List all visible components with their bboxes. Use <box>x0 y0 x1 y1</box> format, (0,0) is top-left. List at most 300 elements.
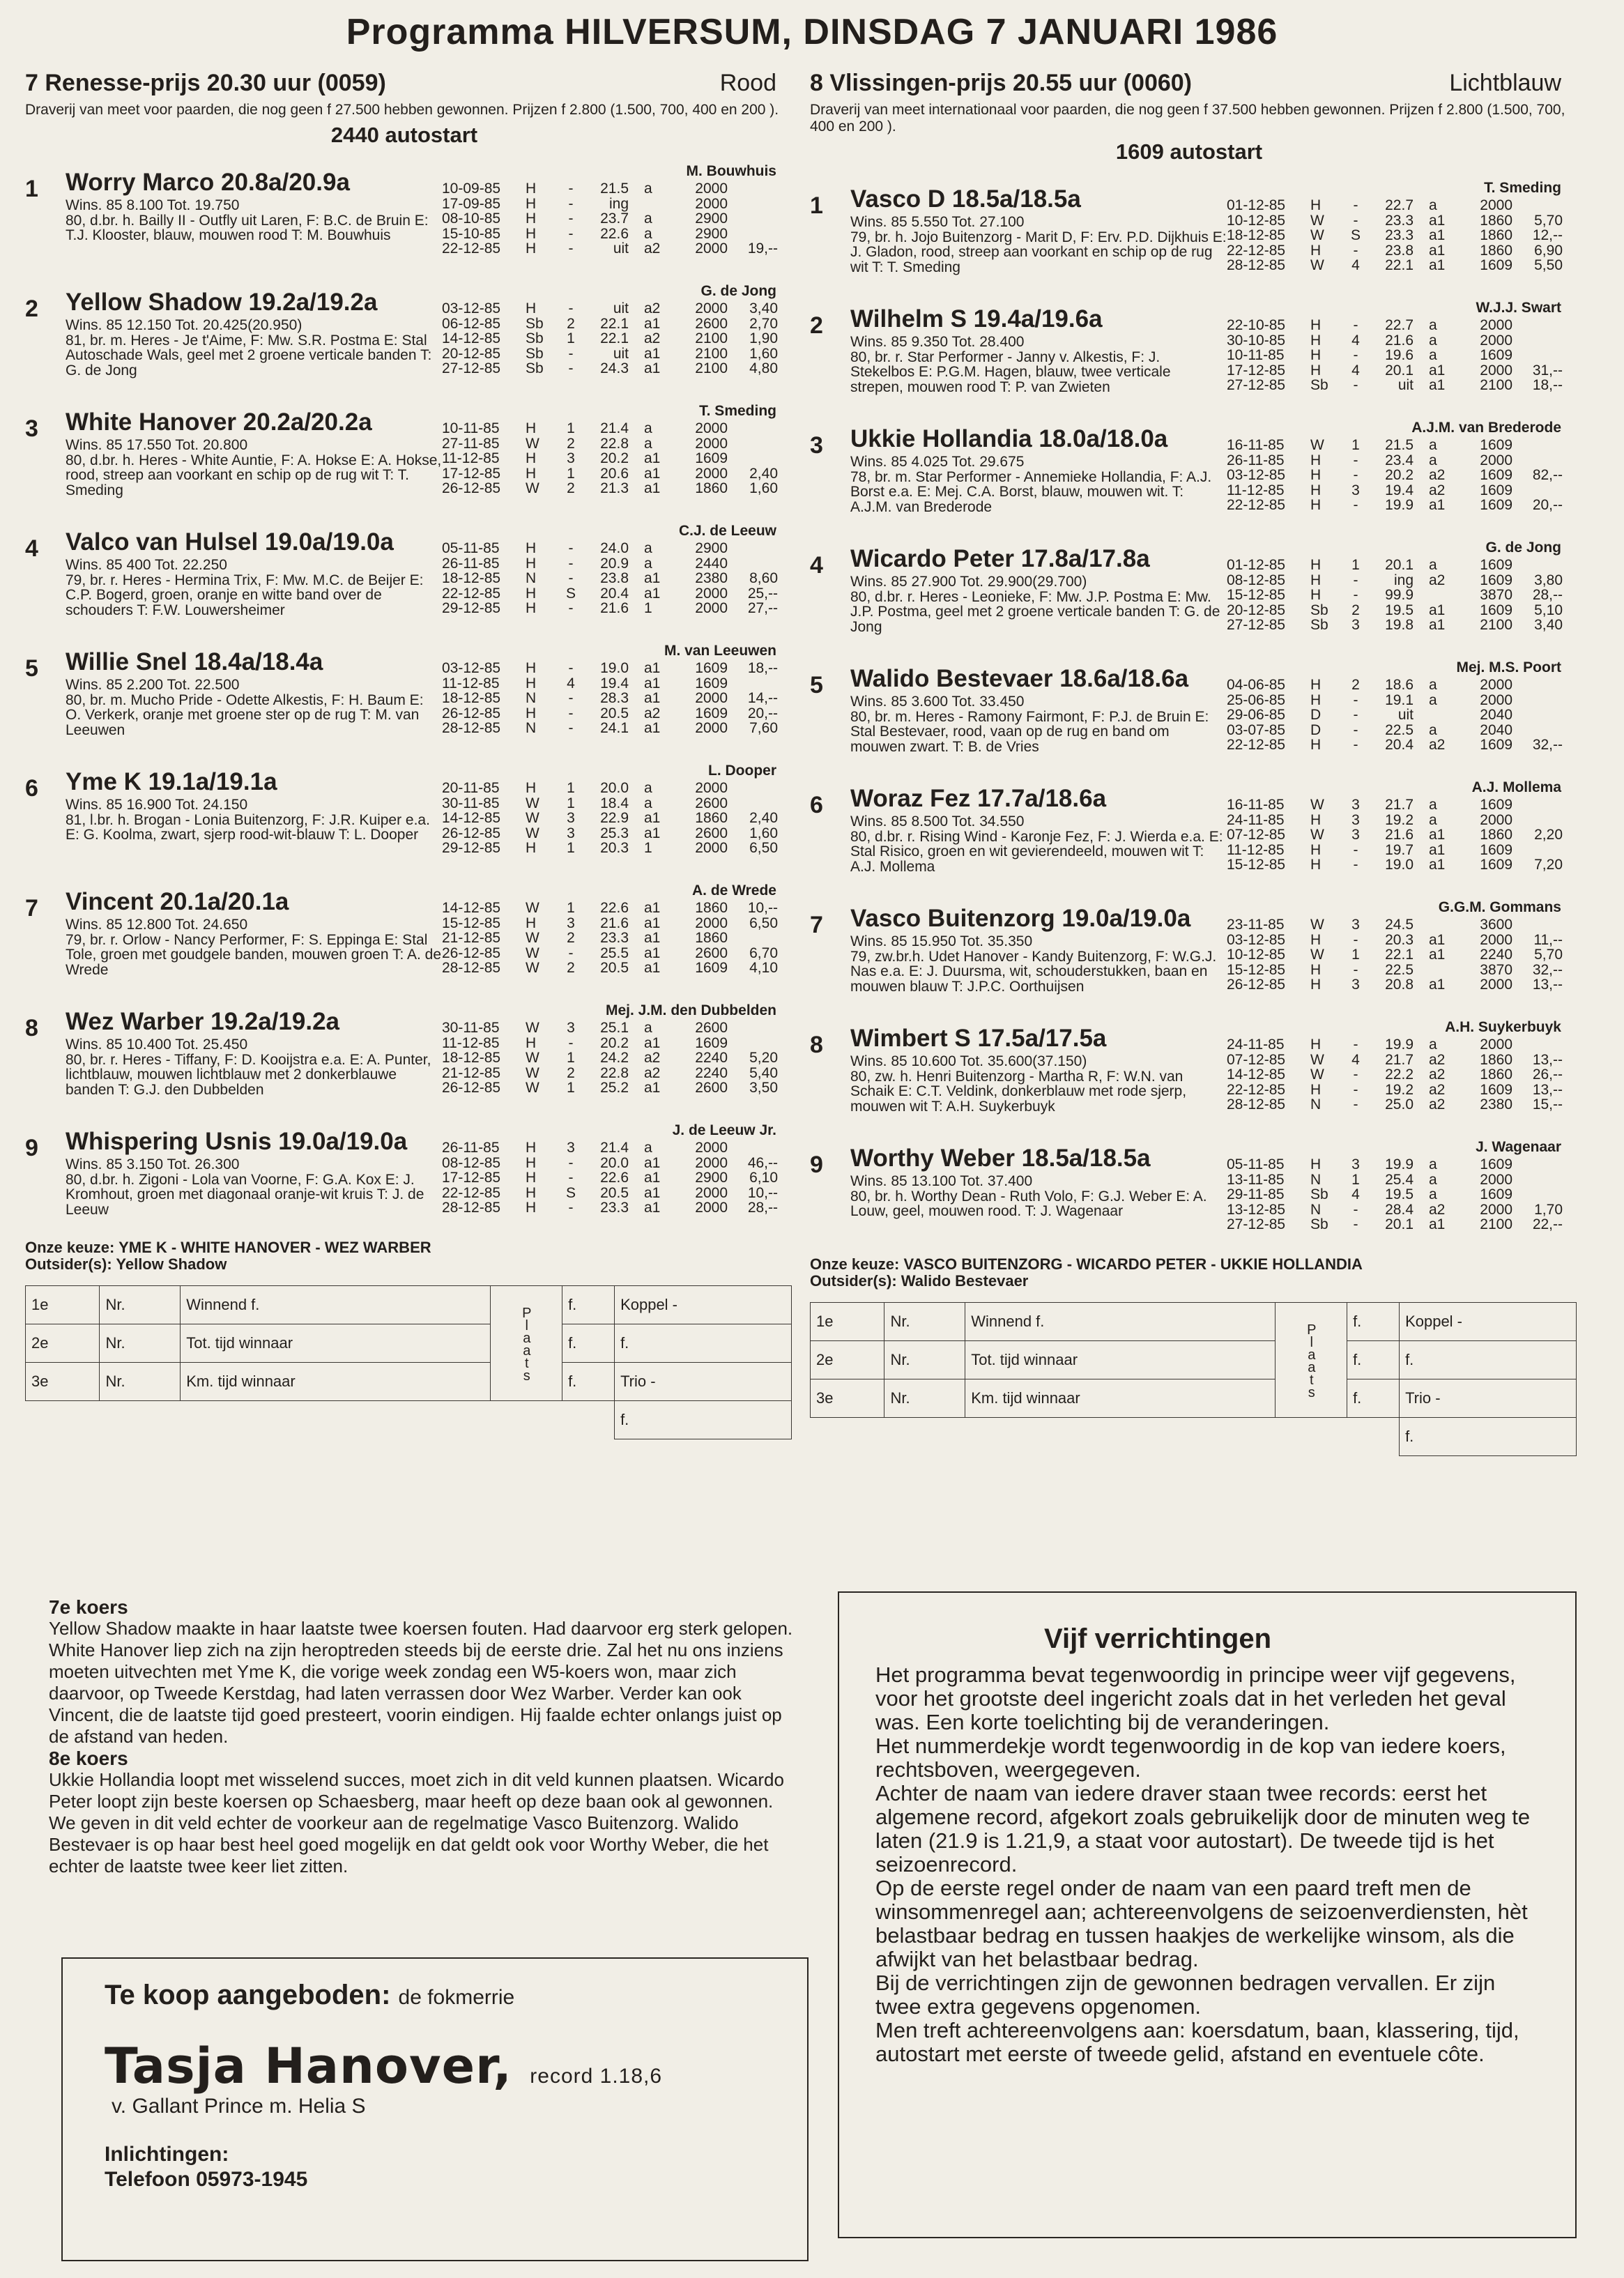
run-time: 22.1 <box>600 315 629 332</box>
run-start: a1 <box>644 945 661 961</box>
run-time: 20.1 <box>1385 1216 1414 1232</box>
run-start: a1 <box>644 1184 661 1201</box>
run-distance: 2100 <box>695 360 728 376</box>
race-header <box>25 70 783 99</box>
run-distance: 2380 <box>695 570 728 586</box>
run-start: a1 <box>1429 617 1446 633</box>
ad-horse-name: Tasja Hanover, <box>105 2038 512 2095</box>
run-place: 3 <box>567 450 575 466</box>
run-track: H <box>1310 841 1322 858</box>
run-place: 3 <box>567 1020 575 1036</box>
run-date: 15-10-85 <box>442 225 501 242</box>
run-place: 3 <box>1351 827 1360 843</box>
run-date: 03-12-85 <box>1227 931 1286 948</box>
run-distance: 1860 <box>695 480 728 496</box>
run-start: a <box>1429 677 1437 693</box>
horse-info <box>850 814 1227 874</box>
horse-info-line: Wins. 85 13.100 Tot. 37.400 <box>850 1173 1033 1189</box>
run-distance: 2000 <box>1480 362 1512 379</box>
run-start: a <box>1429 197 1437 213</box>
run-start: a1 <box>1429 977 1446 993</box>
run-distance: 3870 <box>1480 961 1512 978</box>
run-date: 15-12-85 <box>442 915 501 931</box>
run-prize: 20,-- <box>1532 497 1563 513</box>
run-place: 2 <box>567 1064 575 1081</box>
run-date: 23-11-85 <box>1227 917 1285 933</box>
run-track: W <box>1310 227 1324 243</box>
run-prize: 6,10 <box>749 1170 778 1186</box>
horse-info-line: 79, br. r. Orlow - Nancy Performer, F: S. Eppinga E: Stal Tole, groen met goudgele banden, mouwen groen T: A. de Wrede <box>66 931 441 978</box>
horse-info-line: Wins. 85 12.150 Tot. 20.425(20.950) <box>66 317 302 333</box>
run-time: 22.9 <box>600 810 629 826</box>
run-distance: 2380 <box>1480 1096 1512 1113</box>
run-start: a <box>1429 797 1437 813</box>
run-date: 21-12-85 <box>442 1064 501 1081</box>
run-distance: 2900 <box>695 211 728 227</box>
horse-info-line: Wins. 85 400 Tot. 22.250 <box>66 557 227 573</box>
run-start: a <box>1429 437 1437 453</box>
horse-trainer: A.J. Mollema <box>1471 779 1561 795</box>
run-time: 25.3 <box>600 825 629 841</box>
run-prize: 2,70 <box>749 315 778 332</box>
run-track: W <box>526 825 539 841</box>
run-place: 4 <box>1351 1051 1360 1068</box>
run-date: 28-12-85 <box>442 960 501 976</box>
result-right: Trio - <box>1400 1379 1577 1418</box>
run-start: a2 <box>1429 737 1446 753</box>
ad-record: record 1.18,6 <box>530 2065 663 2088</box>
run-prize: 7,20 <box>1534 857 1563 873</box>
run-track: H <box>526 915 537 931</box>
run-place: - <box>568 300 574 316</box>
our-choice <box>810 1256 1568 1290</box>
run-date: 17-12-85 <box>1227 362 1286 379</box>
run-time: 20.1 <box>1385 557 1414 573</box>
info-box <box>838 1591 1577 2238</box>
run-time: 25.2 <box>600 1080 629 1096</box>
horse-number: 7 <box>25 895 38 922</box>
horse-name: Woraz Fez 17.7a/18.6a <box>850 785 1107 812</box>
run-track: W <box>1310 827 1324 843</box>
horse-info <box>66 198 442 243</box>
horse-info-line: Wins. 85 2.200 Tot. 22.500 <box>66 677 240 693</box>
run-track: H <box>1310 587 1322 603</box>
run-date: 01-12-85 <box>1227 197 1286 213</box>
run-track: H <box>1310 242 1322 259</box>
info-paragraphs <box>875 1663 1538 2066</box>
run-start: a1 <box>1429 931 1446 948</box>
run-prize: 1,60 <box>749 480 778 496</box>
result-nr: Nr. <box>100 1363 181 1401</box>
horse-info-line: 80, zw. h. Henri Buitenzorg - Martha R, F: W.N. van Schaik E: C.T. Veldink, donkerblauw met rode sjerp, mouwen wit T: A.H. Suykerbuyk <box>850 1068 1187 1115</box>
run-start: a1 <box>1429 212 1446 229</box>
run-track: W <box>1310 257 1324 273</box>
run-date: 26-11-85 <box>1227 452 1285 468</box>
horse-name: Wimbert S 17.5a/17.5a <box>850 1025 1107 1052</box>
run-place: 2 <box>567 480 575 496</box>
run-distance: 2000 <box>1480 317 1512 333</box>
run-prize: 6,50 <box>749 915 778 931</box>
run-date: 16-11-85 <box>1227 437 1285 453</box>
horse-trainer: C.J. de Leeuw <box>678 523 776 539</box>
horse-info-line: Wins. 85 9.350 Tot. 28.400 <box>850 334 1025 350</box>
run-date: 03-12-85 <box>442 660 501 676</box>
run-place: - <box>1353 961 1358 978</box>
result-right: f. <box>1400 1418 1577 1456</box>
result-nr: Nr. <box>884 1303 965 1341</box>
run-distance: 2000 <box>695 1154 728 1171</box>
run-time: 20.2 <box>600 1034 629 1051</box>
run-distance: 2000 <box>695 195 728 212</box>
run-distance: 1860 <box>695 810 728 826</box>
run-start: a <box>1429 317 1437 333</box>
run-date: 05-11-85 <box>1227 1156 1285 1172</box>
ad-info-label: Inlichtingen: <box>105 2143 229 2166</box>
run-place: - <box>568 945 574 961</box>
run-time: 19.9 <box>1385 497 1414 513</box>
run-time: 20.2 <box>1385 467 1414 483</box>
run-place: - <box>568 360 574 376</box>
run-track: N <box>1310 1096 1322 1113</box>
run-time: 18.6 <box>1385 677 1414 693</box>
horse-number: 5 <box>810 672 823 698</box>
run-place: - <box>1353 197 1358 213</box>
run-prize: 15,-- <box>1532 1096 1563 1113</box>
race-header <box>810 70 1568 99</box>
horse-info-line: 79, br. r. Heres - Hermina Trix, F: Mw. M.C. de Beijer E: C.P. Bogerd, groen, oranje en witte band over de schouders T: F.W. Louwersheimer <box>66 572 424 618</box>
run-time: uit <box>1397 707 1414 723</box>
run-track: W <box>526 1064 539 1081</box>
run-distance: 1609 <box>1480 437 1512 453</box>
horse-trainer: W.J.J. Swart <box>1476 300 1561 316</box>
run-prize: 4,10 <box>749 960 778 976</box>
horse-number: 8 <box>25 1015 38 1041</box>
run-start: a <box>1429 347 1437 363</box>
run-place: - <box>1353 1096 1358 1113</box>
result-right: Trio - <box>615 1363 792 1401</box>
run-time: 22.8 <box>600 1064 629 1081</box>
run-track: W <box>526 960 539 976</box>
run-place: - <box>568 240 574 257</box>
run-start: a <box>1429 1186 1437 1202</box>
run-start: a1 <box>644 690 661 706</box>
run-place: - <box>1353 242 1358 259</box>
result-row <box>811 1379 1577 1418</box>
horse-info <box>66 797 442 843</box>
run-track: H <box>526 465 537 482</box>
run-prize: 12,-- <box>1532 227 1563 243</box>
run-prize: 10,-- <box>747 900 778 916</box>
run-distance: 1609 <box>1480 841 1512 858</box>
info-paragraph: Achter de naam van iedere draver staan twee records: eerst het algemene record, afgekort zoals gebruikelijk door de minuten weg te laten (21.9 is 1.21,9, a staat voor autostart). De tweede tijd is het seizoenrecord. <box>875 1781 1531 1876</box>
run-track: N <box>526 720 537 736</box>
run-date: 21-12-85 <box>442 930 501 946</box>
run-time: 22.5 <box>1385 721 1414 738</box>
run-prize: 2,40 <box>749 465 778 482</box>
horse-entry <box>810 531 1568 651</box>
run-distance: 2000 <box>695 585 728 602</box>
horse-number: 8 <box>810 1032 823 1058</box>
run-time: 28.3 <box>600 690 629 706</box>
run-distance: 2000 <box>695 690 728 706</box>
run-time: 23.3 <box>1385 212 1414 229</box>
result-f: f. <box>1347 1379 1400 1418</box>
run-place: 1 <box>567 840 575 856</box>
run-place: - <box>568 225 574 242</box>
horse-info-line: Wins. 85 4.025 Tot. 29.675 <box>850 454 1025 470</box>
run-start: a2 <box>644 1064 661 1081</box>
run-place: - <box>1353 377 1358 393</box>
run-time: 20.5 <box>600 705 629 721</box>
our-choice <box>25 1239 783 1273</box>
run-track: H <box>526 540 537 556</box>
run-date: 18-12-85 <box>442 690 501 706</box>
horse-info-line: Wins. 85 8.100 Tot. 19.750 <box>66 197 240 213</box>
run-prize: 8,60 <box>749 570 778 586</box>
run-date: 03-12-85 <box>1227 467 1286 483</box>
run-distance: 1609 <box>1480 467 1512 483</box>
ad-heading-small: de fokmerrie <box>398 1986 515 2009</box>
run-place: - <box>568 195 574 212</box>
run-place: - <box>1353 467 1358 483</box>
run-time: 18.4 <box>600 795 629 811</box>
horse-info <box>66 917 442 977</box>
commentary-heading-7: 7e koers <box>49 1596 128 1618</box>
run-track: H <box>1310 197 1322 213</box>
horse-info <box>66 558 442 618</box>
run-track: H <box>526 1200 537 1216</box>
run-distance: 1609 <box>1480 1081 1512 1098</box>
run-track: H <box>526 780 537 796</box>
run-time: uit <box>613 240 629 257</box>
run-track: W <box>1310 917 1324 933</box>
run-start: a <box>644 555 652 572</box>
horse-trainer: A. de Wrede <box>692 882 776 899</box>
horse-info-line: 81, l.br. h. Brogan - Lonia Buitenzorg, F: J.R. Kuiper e.a. E: G. Koolma, zwart, sjerp rood-wit-blauw T: L. Dooper <box>66 811 430 843</box>
run-date: 07-12-85 <box>1227 827 1286 843</box>
run-date: 18-12-85 <box>1227 227 1286 243</box>
run-date: 20-11-85 <box>442 780 500 796</box>
horse-entry <box>810 651 1568 771</box>
run-time: 22.1 <box>1385 257 1414 273</box>
run-time: 19.7 <box>1385 841 1414 858</box>
horse-trainer: A.H. Suykerbuyk <box>1445 1019 1561 1035</box>
run-place: S <box>565 585 576 602</box>
run-prize: 31,-- <box>1532 362 1563 379</box>
run-prize: 1,90 <box>749 330 778 346</box>
run-prize: 13,-- <box>1532 977 1563 993</box>
run-date: 22-12-85 <box>1227 242 1286 259</box>
run-track: H <box>1310 1081 1322 1098</box>
run-track: D <box>1310 721 1322 738</box>
horse-entry <box>25 994 783 1114</box>
run-distance: 2000 <box>695 181 728 197</box>
run-distance: 2000 <box>695 840 728 856</box>
run-time: 22.6 <box>600 900 629 916</box>
run-place: - <box>1353 931 1358 948</box>
run-time: 25.0 <box>1385 1096 1414 1113</box>
horse-trainer: Mej. J.M. den Dubbelden <box>605 1002 776 1018</box>
horse-name: Willie Snel 18.4a/18.4a <box>66 648 323 675</box>
race-distance: 1609 autostart <box>1115 139 1263 164</box>
run-place: - <box>1353 497 1358 513</box>
run-track: W <box>526 930 539 946</box>
run-distance: 1609 <box>1480 497 1512 513</box>
run-place: 2 <box>567 435 575 452</box>
run-distance: 2600 <box>695 1080 728 1096</box>
run-date: 16-11-85 <box>1227 797 1285 813</box>
run-start: a2 <box>644 705 661 721</box>
run-distance: 2900 <box>695 225 728 242</box>
run-distance: 1609 <box>695 960 728 976</box>
run-track: H <box>1310 857 1322 873</box>
run-track: H <box>526 1140 537 1156</box>
run-place: 2 <box>567 315 575 332</box>
run-date: 30-11-85 <box>442 1020 500 1036</box>
run-date: 26-12-85 <box>442 705 501 721</box>
result-nr: Nr. <box>100 1324 181 1363</box>
run-prize: 5,70 <box>1534 212 1563 229</box>
run-place: S <box>565 1184 576 1201</box>
horse-trainer: G.G.M. Gommans <box>1438 899 1561 915</box>
ad-contact <box>105 2142 765 2192</box>
run-date: 17-12-85 <box>442 465 501 482</box>
run-distance: 2000 <box>1480 197 1512 213</box>
run-distance: 2000 <box>1480 677 1512 693</box>
run-time: 19.8 <box>1385 617 1414 633</box>
run-place: - <box>1353 317 1358 333</box>
run-track: W <box>1310 1067 1324 1083</box>
horse-info <box>850 1174 1227 1219</box>
horse-info <box>66 318 442 378</box>
run-distance: 2040 <box>1480 721 1512 738</box>
run-track: H <box>526 300 537 316</box>
run-place: 2 <box>1351 602 1360 618</box>
run-time: 19.0 <box>1385 857 1414 873</box>
run-track: H <box>526 240 537 257</box>
run-start: a <box>644 211 652 227</box>
run-distance: 1860 <box>1480 1067 1512 1083</box>
run-track: Sb <box>526 315 544 332</box>
run-date: 29-12-85 <box>442 600 501 616</box>
run-start: a <box>644 1140 652 1156</box>
run-date: 08-12-85 <box>1227 572 1286 588</box>
run-date: 22-10-85 <box>1227 317 1286 333</box>
run-place: 3 <box>567 915 575 931</box>
horse-info-line: Wins. 85 3.600 Tot. 33.450 <box>850 694 1025 710</box>
run-prize: 3,80 <box>1534 572 1563 588</box>
horse-entry <box>25 395 783 514</box>
result-label: Km. tijd winnaar <box>181 1363 491 1401</box>
horse-info <box>850 215 1227 275</box>
run-track: W <box>526 480 539 496</box>
run-time: 21.4 <box>600 420 629 436</box>
run-date: 26-12-85 <box>442 480 501 496</box>
horse-entry <box>810 1011 1568 1131</box>
run-start: a1 <box>644 720 661 736</box>
horse-trainer: T. Smeding <box>699 403 776 419</box>
horse-info-line: 80, d.br. h. Heres - White Auntie, F: A. Hokse E: A. Hokse, rood, streep aan voorkant en schip op de rug wit T: T. Smeding <box>66 452 442 498</box>
run-prize: 7,60 <box>749 720 778 736</box>
run-date: 25-06-85 <box>1227 691 1286 708</box>
run-date: 10-12-85 <box>1227 212 1286 229</box>
run-time: 25.4 <box>1385 1171 1414 1188</box>
run-prize: 18,-- <box>1532 377 1563 393</box>
run-place: 1 <box>1351 557 1360 573</box>
run-track: H <box>1310 497 1322 513</box>
horse-number: 1 <box>810 192 823 219</box>
run-place: 4 <box>1351 1186 1360 1202</box>
horse-info <box>66 438 442 498</box>
run-date: 27-12-85 <box>1227 377 1286 393</box>
ad-horse-name-line <box>105 2038 765 2095</box>
result-right: f. <box>615 1401 792 1439</box>
run-start: a2 <box>644 330 661 346</box>
run-distance: 2600 <box>695 1020 728 1036</box>
result-place: 1e <box>26 1286 100 1324</box>
horse-info-line: Wins. 85 15.950 Tot. 35.350 <box>850 933 1033 949</box>
run-start: a <box>644 225 652 242</box>
run-distance: 3600 <box>1480 917 1512 933</box>
run-start: a1 <box>644 480 661 496</box>
run-track: H <box>1310 317 1322 333</box>
horse-name: Vasco Buitenzorg 19.0a/19.0a <box>850 905 1191 932</box>
run-prize: 20,-- <box>747 705 778 721</box>
horse-number: 2 <box>810 312 823 339</box>
horse-entry <box>25 754 783 874</box>
horse-number: 4 <box>25 535 38 562</box>
run-prize: 18,-- <box>747 660 778 676</box>
run-prize: 5,40 <box>749 1064 778 1081</box>
run-time: 20.0 <box>600 1154 629 1171</box>
run-time: 20.3 <box>600 840 629 856</box>
run-track: H <box>526 225 537 242</box>
run-time: ing <box>608 195 629 212</box>
run-distance: 1860 <box>1480 827 1512 843</box>
horse-number: 6 <box>25 775 38 802</box>
run-date: 30-11-85 <box>442 795 500 811</box>
horse-info-line: 79, br. h. Jojo Buitenzorg - Marit D, F: Erv. P.D. Dijkhuis E: J. Gladon, rood, streep aan voorkant en schip op de rug wit T: T. Smeding <box>850 229 1227 275</box>
run-start: a1 <box>644 465 661 482</box>
run-start: a1 <box>644 315 661 332</box>
horse-info-line: 80, br. r. Star Performer - Janny v. Alkestis, F: J. Stekelbos E: P.G.M. Hagen, blauw, twee verticale strepen, mouwen rood T: P. van Zwieten <box>850 349 1171 395</box>
run-time: 23.8 <box>1385 242 1414 259</box>
run-time: 19.5 <box>1385 602 1414 618</box>
horse-entry <box>810 771 1568 891</box>
run-time: 22.2 <box>1385 1067 1414 1083</box>
run-time: 21.6 <box>1385 332 1414 349</box>
horse-entry <box>810 171 1568 291</box>
run-date: 11-12-85 <box>442 1034 500 1051</box>
run-prize: 27,-- <box>747 600 778 616</box>
run-place: 1 <box>567 1050 575 1066</box>
run-prize: 11,-- <box>1533 931 1563 948</box>
run-track: W <box>526 795 539 811</box>
run-place: 3 <box>1351 617 1360 633</box>
run-distance: 1609 <box>1480 557 1512 573</box>
run-place: 2 <box>567 930 575 946</box>
run-date: 26-11-85 <box>442 555 500 572</box>
run-time: 23.7 <box>600 211 629 227</box>
run-distance: 1860 <box>1480 227 1512 243</box>
run-track: W <box>1310 1051 1324 1068</box>
run-prize: 3,40 <box>749 300 778 316</box>
run-distance: 1609 <box>1480 1186 1512 1202</box>
run-prize: 46,-- <box>747 1154 778 1171</box>
run-prize: 28,-- <box>1532 587 1563 603</box>
run-distance: 2600 <box>695 945 728 961</box>
run-place: 4 <box>1351 332 1360 349</box>
